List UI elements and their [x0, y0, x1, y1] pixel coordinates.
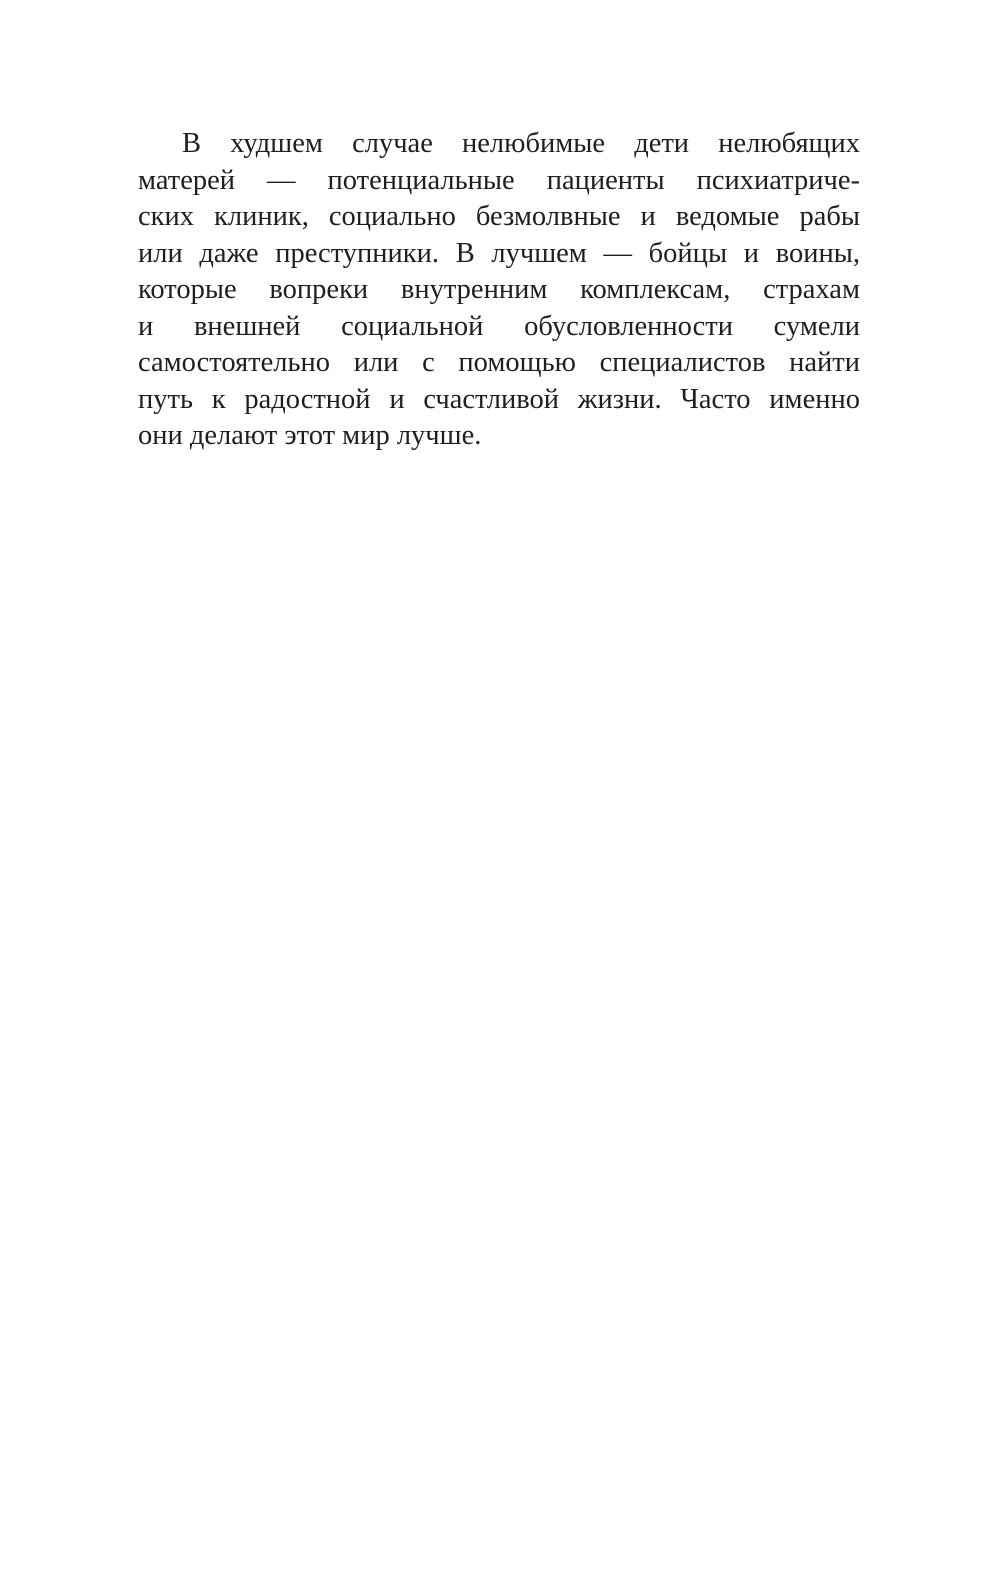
paragraph-line: В худшем случае нелюбимые дети нелюбящих: [182, 128, 860, 159]
paragraph-line: матерей — потенциальные пациенты психиатриче-: [138, 164, 860, 196]
paragraph-line: они делают этот мир лучше.: [138, 420, 482, 451]
body-paragraph: [138, 126, 860, 455]
paragraph-line: которые вопреки внутренним комплексам, страхам: [138, 274, 860, 305]
paragraph-line: путь к радостной и счастливой жизни. Часто именно: [138, 383, 860, 415]
paragraph-line: или даже преступники. В лучшем — бойцы и воины,: [138, 237, 860, 269]
paragraph-line: и внешней социальной обусловленности сумели: [138, 310, 860, 342]
paragraph-line: самостоятельно или с помощью специалистов найти: [138, 347, 860, 378]
paragraph-line: ских клиник, социально безмолвные и ведомые рабы: [138, 201, 860, 232]
